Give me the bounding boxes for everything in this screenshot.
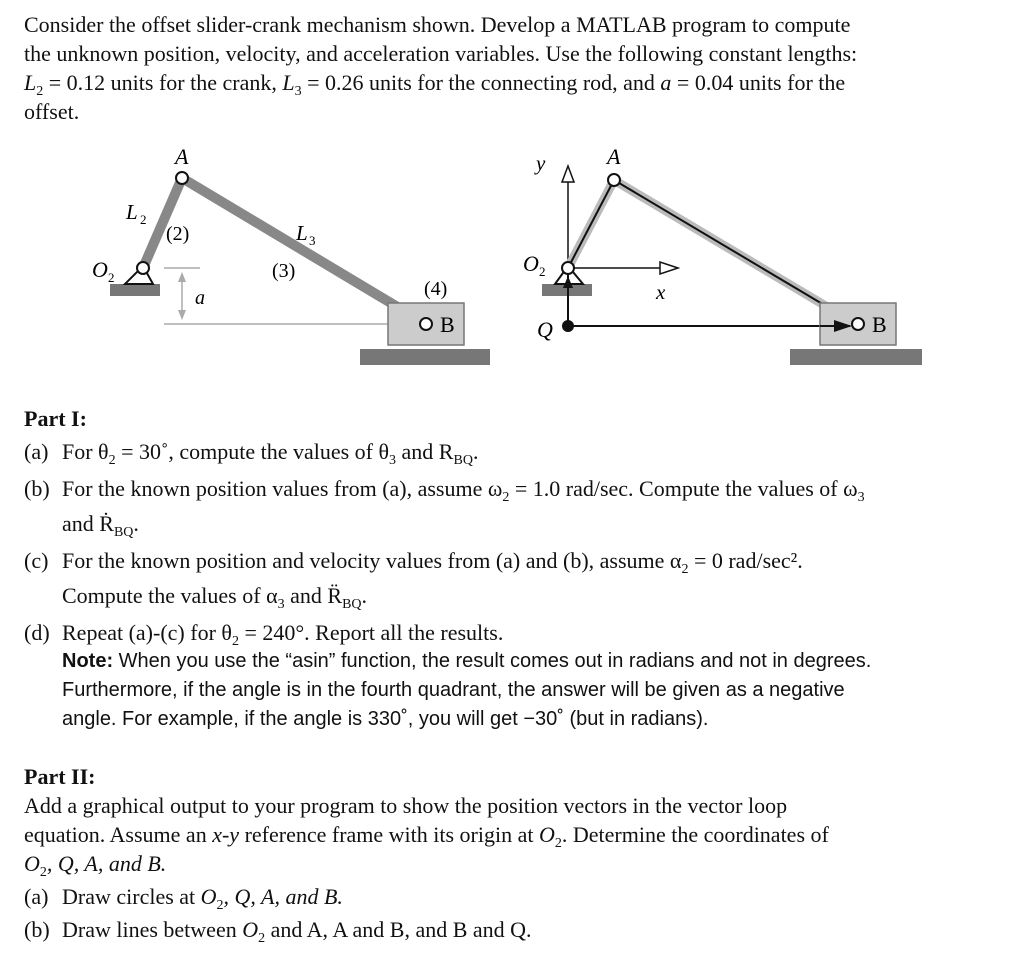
p2-item-a-text: Draw circles at (62, 884, 201, 909)
joint-b-left (420, 318, 432, 330)
item-c-text: For the known position and velocity values from (a) and (b), assume α (62, 548, 682, 573)
label-l3-sub-left: 3 (309, 233, 316, 248)
item-b-line2-text: and Ṙ (62, 511, 114, 536)
label-a-right: A (607, 144, 621, 169)
label-q: Q (537, 317, 553, 342)
note-line-3: angle. For example, if the angle is 330˚, you will get −30˚ (but in radians). (62, 708, 709, 730)
part-1-item-d (24, 618, 1000, 734)
item-c-and: and R̈ (284, 583, 343, 608)
label-x-axis: x (656, 280, 666, 304)
var-L2: L (24, 70, 37, 95)
part-2 (24, 762, 1000, 944)
right-mechanism (523, 144, 922, 365)
label-o2-sub-right: 2 (539, 264, 546, 279)
item-c-label: (c) (24, 548, 49, 573)
sub-L3: 3 (294, 84, 302, 99)
label-offset-a: a (195, 287, 205, 309)
p2-line2d: O (538, 822, 555, 847)
item-d-text: Repeat (a)-(c) for θ (62, 620, 232, 645)
item-b-sub2: 3 (857, 490, 865, 505)
item-c-line-2 (62, 581, 1000, 610)
label-a-left: A (175, 144, 189, 169)
y-axis-arrow (562, 166, 574, 182)
item-a-sub2: 3 (389, 453, 397, 468)
intro-line-2: the unknown position, velocity, and acceleration variables. Use the following constant lengths: (24, 41, 858, 66)
item-c-line2-text: Compute the values of α (62, 583, 278, 608)
item-b-end: . (133, 511, 139, 536)
p2-line3-sub: 2 (39, 865, 47, 880)
item-a-sub: 2 (108, 453, 116, 468)
p2-item-a-o: O (200, 884, 217, 909)
p2-line2c: reference frame with its origin at (239, 822, 539, 847)
item-a-end: . (472, 439, 479, 464)
item-b-rest: = 1.0 rad/sec. Compute the values of ω (509, 476, 858, 501)
p2-item-b-o: O (242, 917, 259, 942)
label-link-4: (4) (424, 278, 448, 300)
point-q (562, 320, 574, 332)
part-1 (24, 404, 1000, 734)
offset-arrow-up (178, 272, 186, 282)
item-a-and: and R (396, 439, 454, 464)
p2-line2e: . Determine the coordinates of (561, 822, 829, 847)
connecting-rod-left (182, 178, 426, 324)
label-link-2: (2) (166, 223, 190, 245)
note-label: Note: (62, 650, 114, 672)
item-d-label: (d) (24, 620, 50, 645)
item-c-sub2: 3 (277, 597, 285, 612)
intro-line-1: Consider the offset slider-crank mechanism shown. Develop a MATLAB program to compute (24, 12, 851, 37)
label-b-left: B (440, 312, 455, 337)
sub-L2: 2 (36, 84, 44, 99)
item-b-text: For the known position values from (a), assume ω (62, 476, 503, 501)
part-1-item-c (24, 546, 1000, 610)
ground-slider-right (790, 349, 922, 365)
joint-o2-left (137, 262, 149, 274)
note-line-1-text: When you use the “asin” function, the result comes out in radians and not in degrees. (113, 650, 872, 672)
item-b-sub3: BQ (113, 525, 134, 540)
part-1-header: Part I: (24, 406, 87, 431)
var-a: a (660, 70, 672, 95)
left-mechanism (92, 144, 490, 365)
item-d-rest: = 240°. Report all the results. (238, 620, 504, 645)
item-a-rest: = 30˚, compute the values of θ (115, 439, 390, 464)
item-c-sub: 2 (681, 562, 689, 577)
part-2-line-3 (24, 849, 1000, 878)
p2-line3-rest: , Q, A, and B. (46, 851, 167, 876)
note-line-1 (62, 647, 1000, 676)
p2-line3-o: O (24, 851, 40, 876)
p2-line2a: equation. Assume an (24, 822, 213, 847)
note-line-2: Furthermore, if the angle is in the fourth quadrant, the answer will be given as a negative (62, 679, 845, 701)
intro-L3-value: = 0.26 units for the connecting rod, and (301, 70, 661, 95)
item-b-label: (b) (24, 476, 50, 501)
part-2-item-b (24, 915, 1000, 944)
slider-crank-figure (0, 140, 1024, 390)
label-link-3: (3) (272, 260, 296, 282)
item-d-sub: 2 (231, 634, 239, 649)
ground-slider-left (360, 349, 490, 365)
p2-item-a-sub: 2 (216, 898, 224, 913)
label-l3-left: L (296, 221, 308, 245)
label-l2-sub-left: 2 (140, 212, 147, 227)
p2-item-a-rest: , Q, A, and B. (223, 884, 343, 909)
p2-item-b-rest: and A, A and B, and B and Q. (265, 917, 532, 942)
part-1-item-b (24, 474, 1000, 538)
label-o2-left: O (92, 257, 108, 282)
label-l2-left: L (126, 200, 138, 224)
p2-item-b-label: (b) (24, 917, 50, 942)
label-y-axis: y (536, 151, 546, 175)
vector-r3 (614, 180, 846, 318)
item-b-line-2 (62, 509, 1000, 538)
p2-item-a-label: (a) (24, 884, 49, 909)
part-2-item-a (24, 882, 1000, 911)
note-block (62, 647, 1000, 734)
label-o2-right: O (523, 251, 539, 276)
item-c-sub3: BQ (342, 597, 362, 612)
joint-o2-right (562, 262, 574, 274)
joint-b-right (852, 318, 864, 330)
intro-line-4: offset. (24, 99, 80, 124)
label-o2-sub-left: 2 (108, 270, 115, 285)
intro-line-3 (24, 68, 1000, 97)
joint-a-left (176, 172, 188, 184)
part-2-line-1: Add a graphical output to your program to show the position vectors in the vector loop (24, 793, 788, 818)
p2-item-b-sub: 2 (258, 931, 266, 946)
item-b-sub: 2 (502, 490, 510, 505)
intro-L2-value: = 0.12 units for the crank, (43, 70, 283, 95)
label-b-right: B (872, 312, 887, 337)
x-axis-arrow (660, 262, 678, 274)
item-a-text: For θ (62, 439, 109, 464)
joint-a-right (608, 174, 620, 186)
intro-a-value: = 0.04 units for the (671, 70, 846, 95)
part-2-header: Part II: (24, 764, 96, 789)
offset-arrow-down (178, 310, 186, 320)
item-a-label: (a) (24, 439, 49, 464)
item-c-end: . (361, 583, 368, 608)
part-2-line-2 (24, 820, 1000, 849)
item-c-rest: = 0 rad/sec². (688, 548, 803, 573)
part-1-item-a (24, 437, 1000, 466)
var-L3: L (282, 70, 295, 95)
intro-paragraph (24, 10, 1000, 126)
ground-o2-left (110, 284, 160, 296)
p2-line2b: x-y (212, 822, 240, 847)
vector-r2 (568, 180, 614, 268)
p2-item-b-text: Draw lines between (62, 917, 243, 942)
item-a-sub3: BQ (453, 453, 473, 468)
p2-line2d-sub: 2 (554, 836, 562, 851)
